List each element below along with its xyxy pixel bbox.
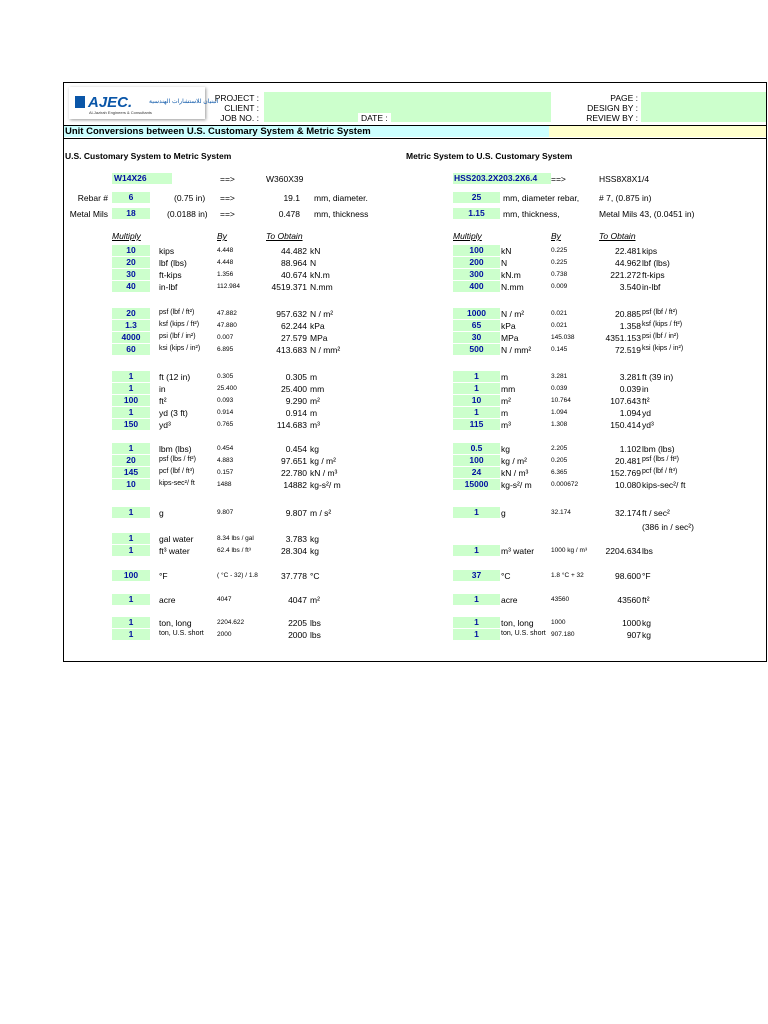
right-row-result: 4351.153 <box>605 333 641 343</box>
left-row-input[interactable]: 150 <box>112 419 150 430</box>
right-row-factor: 43560 <box>551 596 570 603</box>
right-row-result-unit: psf (lbf / ft²) <box>642 309 678 316</box>
left-row-factor: 2204.622 <box>217 619 245 626</box>
left-row-result: 0.305 <box>285 372 307 382</box>
right-row-factor: 0.000672 <box>551 481 579 488</box>
right-row-factor: 907.180 <box>551 631 575 638</box>
left-section-result: W360X39 <box>266 174 304 184</box>
left-row-result: 88.964 <box>281 258 307 268</box>
left-row-factor: 4.883 <box>217 457 234 464</box>
left-row-input[interactable]: 100 <box>112 570 150 581</box>
left-row-factor: 25.400 <box>217 385 237 392</box>
right-row-result-unit: ft-kips <box>642 270 665 280</box>
right-row-unit: N.mm <box>501 282 524 292</box>
left-row-result-unit: kg <box>310 444 319 454</box>
left-row-factor: 1.356 <box>217 271 234 278</box>
right-row-factor: 0.738 <box>551 271 568 278</box>
right-row-factor: 6.365 <box>551 469 568 476</box>
right-row-unit: g <box>501 508 506 518</box>
left-rebar-arrow: ==> <box>220 193 235 203</box>
right-row-result-unit: in <box>642 384 649 394</box>
right-row-factor: 0.225 <box>551 247 568 254</box>
left-row-factor: 112.984 <box>217 283 241 290</box>
left-rebar-unit: mm, diameter. <box>314 193 368 203</box>
right-row-factor: 1000 kg / m³ <box>551 547 588 554</box>
left-row-result: 4519.371 <box>271 282 307 292</box>
right-row-result: 907 <box>626 630 641 640</box>
left-row-result-unit: N / mm² <box>310 345 341 355</box>
right-row-input[interactable]: 300 <box>453 269 500 280</box>
right-row-input[interactable]: 15000 <box>453 479 500 490</box>
right-col-by: By <box>551 231 561 241</box>
left-section-input[interactable]: W14X26 <box>112 173 172 184</box>
right-row-result: 1.358 <box>619 321 641 331</box>
right-row-result: 3.281 <box>619 372 641 382</box>
left-row-input[interactable]: 1 <box>112 383 150 394</box>
right-rebar-unit: mm, diameter rebar, <box>503 193 580 203</box>
right-row-result-unit: lbs <box>642 546 653 556</box>
left-rebar-result: 19.1 <box>283 193 300 203</box>
logo-text: AJEC. <box>88 94 133 111</box>
left-row-unit: g <box>159 508 164 518</box>
left-row-factor: ( °C - 32) / 1.8 <box>217 572 258 579</box>
left-row-result: 22.780 <box>281 468 307 478</box>
project-field[interactable] <box>264 92 551 122</box>
left-row-result: 9.807 <box>285 508 307 518</box>
left-row-unit: °F <box>159 571 168 581</box>
left-col-multiply: Multiply <box>112 231 141 241</box>
right-row-factor: 145.038 <box>551 334 575 341</box>
left-section-arrow: ==> <box>220 174 235 184</box>
left-row-factor: 47.880 <box>217 322 237 329</box>
left-row-input[interactable]: 20 <box>112 455 150 466</box>
right-row-result-unit: (386 in / sec²) <box>642 522 694 532</box>
left-row-input[interactable]: 1 <box>112 594 150 605</box>
left-row-input[interactable]: 1 <box>112 407 150 418</box>
left-row-factor: 0.157 <box>217 469 234 476</box>
right-row-unit: kg / m² <box>501 456 527 466</box>
right-mils-input[interactable]: 1.15 <box>453 208 500 219</box>
left-row-factor: 4.448 <box>217 247 234 254</box>
right-row-result: 1.094 <box>619 408 641 418</box>
right-row-unit: m² <box>501 396 511 406</box>
left-row-input[interactable]: 40 <box>112 281 150 292</box>
left-row-result-unit: °C <box>310 571 320 581</box>
right-row-input[interactable]: 1 <box>453 507 500 518</box>
right-heading: Metric System to U.S. Customary System <box>406 151 573 161</box>
right-row-result-unit: ksi (kips / in²) <box>642 345 684 352</box>
left-row-input[interactable]: 100 <box>112 395 150 406</box>
left-row-result-unit: kg <box>310 546 319 556</box>
company-logo <box>69 87 219 119</box>
left-row-factor: 1488 <box>217 481 232 488</box>
review-by-label: REVIEW BY : <box>586 113 638 123</box>
design-by-label: DESIGN BY : <box>587 103 638 113</box>
right-row-result: 1000 <box>622 618 641 628</box>
left-row-factor: 9.807 <box>217 509 234 516</box>
left-row-result: 0.914 <box>285 408 307 418</box>
left-row-result: 37.778 <box>281 571 307 581</box>
left-row-result: 114.683 <box>276 420 307 430</box>
left-row-input[interactable]: 1 <box>112 371 150 382</box>
left-row-result: 4047 <box>288 595 307 605</box>
left-row-factor: 0.093 <box>217 397 234 404</box>
right-row-result-unit: yd³ <box>642 420 654 430</box>
left-row-result-unit: kg-s²/ m <box>310 480 341 490</box>
left-row-result: 97.651 <box>281 456 307 466</box>
right-row-result: 1.102 <box>619 444 641 454</box>
right-row-result-unit: ft² <box>642 396 650 406</box>
left-row-unit: kips <box>159 246 175 256</box>
left-row-result: 28.304 <box>281 546 307 556</box>
logo-subtitle: Al-Jazirah Engineers & Consultants <box>89 110 152 115</box>
right-row-factor: 1000 <box>551 619 566 626</box>
left-row-result-unit: m <box>310 372 318 382</box>
left-row-result-unit: m² <box>310 595 320 605</box>
right-row-result: 22.481 <box>615 246 641 256</box>
right-row-input[interactable]: 1000 <box>453 308 500 319</box>
right-row-result-unit: kg <box>642 618 651 628</box>
worksheet <box>63 82 767 662</box>
page-field[interactable] <box>641 92 766 122</box>
right-row-unit: kN.m <box>501 270 521 280</box>
left-row-input[interactable]: 1 <box>112 533 150 544</box>
left-row-unit: ton, U.S. short <box>159 630 204 637</box>
right-row-unit: kPa <box>501 321 516 331</box>
right-row-result-unit: lbm (lbs) <box>642 444 675 454</box>
left-row-result: 25.400 <box>281 384 307 394</box>
right-row-unit: m³ water <box>501 546 535 556</box>
right-row-unit: m³ <box>501 420 511 430</box>
right-row-unit: N / m² <box>501 309 525 319</box>
left-row-result-unit: mm <box>310 384 325 394</box>
left-row-result-unit: kg <box>310 534 319 544</box>
right-row-input[interactable]: 100 <box>453 245 500 256</box>
right-row-result: 2204.634 <box>605 546 641 556</box>
right-row-unit: kg-s²/ m <box>501 480 532 490</box>
left-row-factor: 0.914 <box>217 409 234 416</box>
left-row-result: 14882 <box>283 480 307 490</box>
right-row-result-unit: lbf (lbs) <box>642 258 670 268</box>
right-row-result-unit: kips <box>642 246 658 256</box>
left-row-input[interactable]: 1 <box>112 443 150 454</box>
right-row-unit: acre <box>501 595 518 605</box>
left-row-unit: ft-kips <box>159 270 182 280</box>
right-row-unit: °C <box>501 571 511 581</box>
right-row-input[interactable]: 500 <box>453 344 500 355</box>
left-row-factor: 4047 <box>217 596 232 603</box>
right-row-result: 221.272 <box>610 270 641 280</box>
left-row-unit: lbm (lbs) <box>159 444 192 454</box>
right-row-factor: 3.281 <box>551 373 568 380</box>
left-row-result-unit: lbs <box>310 630 321 640</box>
right-row-result-unit: ft² <box>642 595 650 605</box>
right-row-result: 44.962 <box>615 258 641 268</box>
left-col-obtain: To Obtain <box>266 231 303 241</box>
right-row-result: 152.769 <box>610 468 641 478</box>
right-col-multiply: Multiply <box>453 231 482 241</box>
left-row-unit: in-lbf <box>159 282 178 292</box>
right-row-factor: 0.145 <box>551 346 568 353</box>
right-row-result: 20.481 <box>615 456 641 466</box>
left-mils-unit: mm, thickness <box>314 209 369 219</box>
left-row-factor: 0.007 <box>217 334 234 341</box>
left-mils-input[interactable]: 18 <box>112 208 150 219</box>
right-mils-unit: mm, thickness, <box>503 209 560 219</box>
right-section-input[interactable]: HSS203.2X203.2X6.4 <box>453 173 551 184</box>
left-row-result-unit: kg / m² <box>310 456 336 466</box>
left-row-unit: yd (3 ft) <box>159 408 188 418</box>
right-row-input[interactable]: 400 <box>453 281 500 292</box>
right-row-result-unit: psi (lbf / in²) <box>642 333 679 340</box>
right-row-result: 98.600 <box>615 571 641 581</box>
left-row-result: 2205 <box>288 618 307 628</box>
left-row-result: 9.290 <box>285 396 307 406</box>
right-row-input[interactable]: 115 <box>453 419 500 430</box>
left-rebar-label: Rebar # <box>77 193 108 203</box>
left-row-result-unit: MPa <box>310 333 328 343</box>
right-row-result: 0.039 <box>619 384 641 394</box>
right-row-unit: ton, U.S. short <box>501 630 546 637</box>
right-row-factor: 1.8 °C + 32 <box>551 572 584 579</box>
right-row-result-unit: ksf (kips / ft²) <box>642 321 683 328</box>
client-label: CLIENT : <box>224 103 259 113</box>
left-row-factor: 0.305 <box>217 373 234 380</box>
right-row-result-unit: psf (lbs / ft²) <box>642 456 679 463</box>
right-row-result: 20.885 <box>615 309 641 319</box>
left-row-unit: ft (12 in) <box>159 372 191 382</box>
right-row-result-unit: kips-sec²/ ft <box>642 480 686 490</box>
left-row-unit: gal water <box>159 534 194 544</box>
right-row-result-unit: °F <box>642 571 651 581</box>
right-row-factor: 0.021 <box>551 322 568 329</box>
right-row-result-unit: pcf (lbf / ft³) <box>642 468 678 475</box>
right-row-factor: 0.039 <box>551 385 568 392</box>
right-row-input[interactable]: 200 <box>453 257 500 268</box>
right-row-result: 10.080 <box>615 480 641 490</box>
right-row-input[interactable]: 1 <box>453 629 500 640</box>
right-row-result-unit: ft (39 in) <box>642 372 674 382</box>
left-row-factor: 6.895 <box>217 346 234 353</box>
right-row-result-unit: in-lbf <box>642 282 661 292</box>
left-row-factor: 2000 <box>217 631 232 638</box>
left-row-factor: 47.882 <box>217 310 237 317</box>
right-col-obtain: To Obtain <box>599 231 636 241</box>
left-row-result-unit: kN <box>310 246 321 256</box>
right-row-unit: N <box>501 258 508 268</box>
left-row-input[interactable]: 145 <box>112 467 150 478</box>
left-mils-label: Metal Mils <box>69 209 108 219</box>
page-title: Unit Conversions between U.S. Customary System & Metric System <box>65 126 371 137</box>
left-row-result: 3.783 <box>285 534 307 544</box>
left-row-result-unit: N <box>310 258 317 268</box>
logo-arabic: البنيان للاستشارات الهندسية <box>149 99 219 105</box>
right-row-factor: 2.205 <box>551 445 568 452</box>
left-row-result: 957.632 <box>276 309 307 319</box>
left-row-input[interactable]: 60 <box>112 344 150 355</box>
job-no-label: JOB NO. : <box>220 113 259 123</box>
left-row-factor: 0.454 <box>217 445 234 452</box>
date-label: DATE : <box>358 113 391 123</box>
right-row-factor: 0.205 <box>551 457 568 464</box>
right-row-factor: 10.764 <box>551 397 571 404</box>
page-label: PAGE : <box>610 93 638 103</box>
right-row-result-unit: ft / sec² <box>642 508 670 518</box>
left-row-input[interactable]: 30 <box>112 269 150 280</box>
left-row-result-unit: m <box>310 408 318 418</box>
left-mils-arrow: ==> <box>220 209 235 219</box>
right-row-input[interactable]: 1 <box>453 407 500 418</box>
right-row-factor: 32.174 <box>551 509 571 516</box>
left-row-input[interactable]: 1.3 <box>112 320 150 331</box>
left-row-input[interactable]: 4000 <box>112 332 150 343</box>
left-row-result-unit: N.mm <box>310 282 333 292</box>
right-row-unit: kg <box>501 444 510 454</box>
left-row-unit: ft³ water <box>159 546 190 556</box>
right-section-result: HSS8X8X1/4 <box>599 174 650 184</box>
right-row-input[interactable]: 37 <box>453 570 500 581</box>
left-row-result: 27.579 <box>281 333 307 343</box>
left-row-unit: ksf (kips / ft²) <box>159 321 200 328</box>
left-col-by: By <box>217 231 227 241</box>
left-row-result-unit: m / s² <box>310 508 332 518</box>
right-row-result: 150.414 <box>610 420 641 430</box>
right-row-input[interactable]: 24 <box>453 467 500 478</box>
left-mils-in: (0.0188 in) <box>167 209 208 219</box>
left-row-input[interactable]: 20 <box>112 257 150 268</box>
left-row-unit: kips-sec²/ ft <box>159 480 195 487</box>
left-row-input[interactable]: 1 <box>112 545 150 556</box>
left-heading: U.S. Customary System to Metric System <box>65 151 232 161</box>
left-row-factor: 8.34 lbs / gal <box>217 535 254 542</box>
right-row-unit: ton, long <box>501 618 534 628</box>
left-row-result-unit: m³ <box>310 420 320 430</box>
left-row-result: 62.244 <box>281 321 307 331</box>
right-row-result: 43560 <box>617 595 641 605</box>
left-row-unit: lbf (lbs) <box>159 258 187 268</box>
right-row-input[interactable]: 0.5 <box>453 443 500 454</box>
left-row-factor: 62.4 lbs / ft³ <box>217 547 251 554</box>
right-row-factor: 1.308 <box>551 421 568 428</box>
left-mils-result: 0.478 <box>278 209 300 219</box>
right-row-result-unit: yd <box>642 408 651 418</box>
right-row-result: 72.519 <box>615 345 641 355</box>
left-row-input[interactable]: 1 <box>112 617 150 628</box>
right-row-factor: 0.021 <box>551 310 568 317</box>
left-row-input[interactable]: 10 <box>112 479 150 490</box>
right-row-unit: mm <box>501 384 516 394</box>
left-row-result: 2000 <box>288 630 307 640</box>
left-row-unit: yd³ <box>159 420 171 430</box>
right-mils-result: Metal Mils 43, (0.0451 in) <box>599 209 695 219</box>
left-row-input[interactable]: 10 <box>112 245 150 256</box>
left-row-unit: psf (lbf / ft²) <box>159 309 195 316</box>
left-row-result: 413.683 <box>276 345 307 355</box>
left-row-unit: psf (lbs / ft²) <box>159 456 196 463</box>
left-row-result-unit: kN / m³ <box>310 468 338 478</box>
project-label: PROJECT : <box>214 93 259 103</box>
left-row-result-unit: m² <box>310 396 320 406</box>
right-row-input[interactable]: 30 <box>453 332 500 343</box>
right-rebar-input[interactable]: 25 <box>453 192 500 203</box>
right-row-factor: 0.009 <box>551 283 568 290</box>
date-field[interactable] <box>400 114 406 122</box>
right-row-unit: kN <box>501 246 512 256</box>
left-row-result: 40.674 <box>281 270 307 280</box>
left-row-input[interactable]: 1 <box>112 629 150 640</box>
left-row-unit: in <box>159 384 166 394</box>
right-row-result: 3.540 <box>619 282 641 292</box>
left-row-unit: ton, long <box>159 618 192 628</box>
left-row-result-unit: N / m² <box>310 309 334 319</box>
right-row-unit: N / mm² <box>501 345 532 355</box>
right-row-input[interactable]: 1 <box>453 594 500 605</box>
left-row-result-unit: lbs <box>310 618 321 628</box>
left-row-unit: ksi (kips / in²) <box>159 345 201 352</box>
left-row-unit: pcf (lbf / ft³) <box>159 468 195 475</box>
left-row-result-unit: kN.m <box>310 270 330 280</box>
right-row-input[interactable]: 1 <box>453 545 500 556</box>
left-rebar-input[interactable]: 6 <box>112 192 150 203</box>
right-row-input[interactable]: 1 <box>453 371 500 382</box>
right-row-input[interactable]: 65 <box>453 320 500 331</box>
left-row-input[interactable]: 20 <box>112 308 150 319</box>
left-row-unit: acre <box>159 595 176 605</box>
left-row-unit: psi (lbf / in²) <box>159 333 196 340</box>
right-row-unit: m <box>501 408 509 418</box>
right-row-input[interactable]: 100 <box>453 455 500 466</box>
right-row-input[interactable]: 1 <box>453 383 500 394</box>
right-rebar-result: # 7, (0.875 in) <box>599 193 652 203</box>
right-row-input[interactable]: 1 <box>453 617 500 628</box>
right-row-result-unit: kg <box>642 630 651 640</box>
left-row-result: 0.454 <box>285 444 307 454</box>
right-row-result: 32.174 <box>615 508 641 518</box>
left-row-result: 44.482 <box>281 246 307 256</box>
left-rebar-in: (0.75 in) <box>174 193 206 203</box>
right-row-factor: 0.225 <box>551 259 568 266</box>
right-section-arrow: ==> <box>551 174 566 184</box>
logo-mark-icon <box>75 96 85 108</box>
right-row-unit: kN / m³ <box>501 468 529 478</box>
right-row-input[interactable]: 10 <box>453 395 500 406</box>
left-row-unit: ft² <box>159 396 167 406</box>
left-row-input[interactable]: 1 <box>112 507 150 518</box>
right-row-unit: m <box>501 372 509 382</box>
left-row-factor: 4.448 <box>217 259 234 266</box>
right-row-factor: 1.094 <box>551 409 568 416</box>
left-row-factor: 0.765 <box>217 421 234 428</box>
right-row-result: 107.643 <box>610 396 641 406</box>
right-row-unit: MPa <box>501 333 519 343</box>
left-row-result-unit: kPa <box>310 321 325 331</box>
